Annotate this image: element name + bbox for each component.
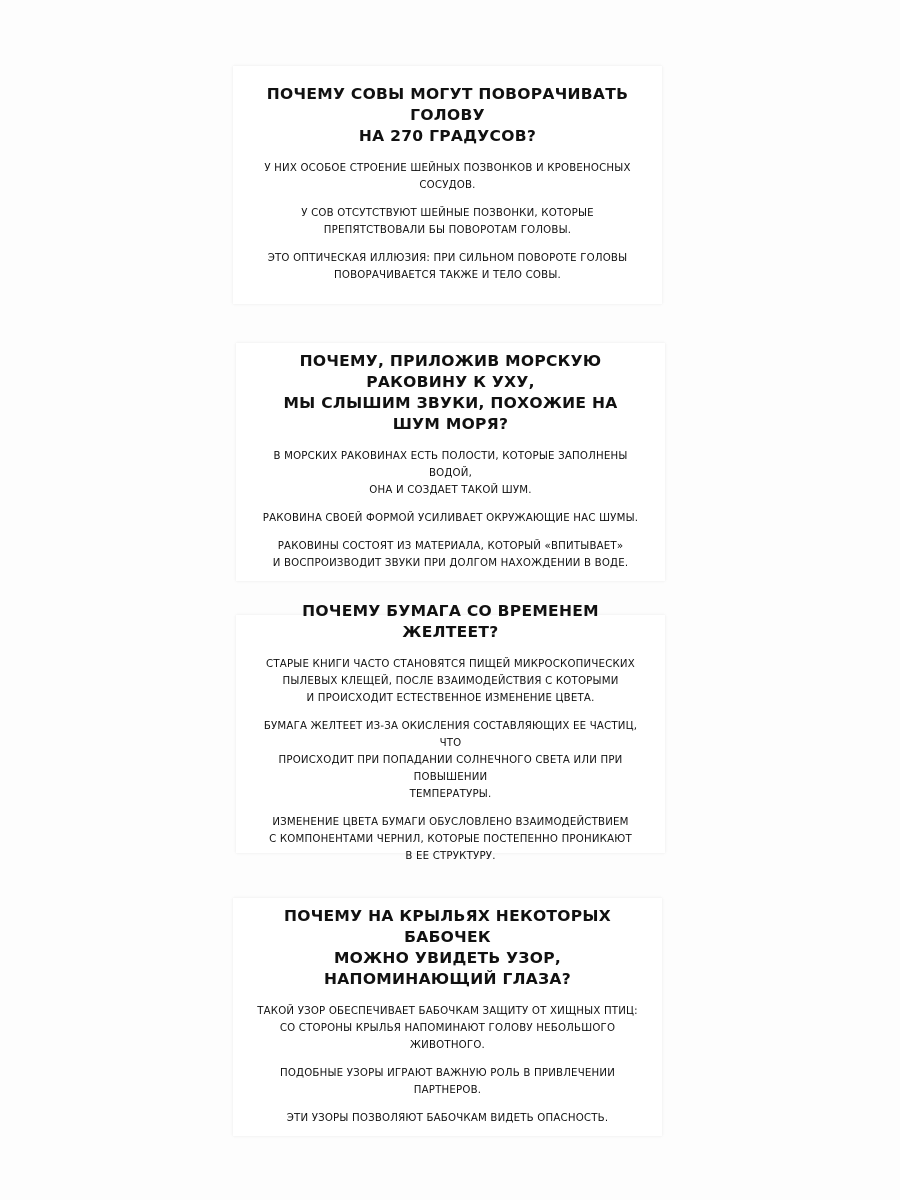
card-answer: ЭТО ОПТИЧЕСКАЯ ИЛЛЮЗИЯ: ПРИ СИЛЬНОМ ПОВОРОТЕ ГОЛОВЫ ПОВОРАЧИВАЕТСЯ ТАКЖЕ И ТЕЛО СОВЫ. xyxy=(267,253,628,281)
card-answer: ПОДОБНЫЕ УЗОРЫ ИГРАЮТ ВАЖНУЮ РОЛЬ В ПРИВЛЕЧЕНИИ ПАРТНЕРОВ. xyxy=(279,1067,616,1096)
card-question: ПОЧЕМУ СОВЫ МОГУТ ПОВОРАЧИВАТЬ ГОЛОВУ НА 270 ГРАДУСОВ? xyxy=(266,85,629,145)
card-answer: БУМАГА ЖЕЛТЕЕТ ИЗ-ЗА ОКИСЛЕНИЯ СОСТАВЛЯЮЩИХ ЕЕ ЧАСТИЦ, ЧТО ПРОИСХОДИТ ПРИ ПОПАДАНИИ СОЛНЕЧНОГО СВЕТА ИЛИ ПРИ ПОВЫШЕНИИ ТЕМПЕРАТУРЫ. xyxy=(263,721,638,800)
card-question: ПОЧЕМУ, ПРИЛОЖИВ МОРСКУЮ РАКОВИНУ К УХУ, МЫ СЛЫШИМ ЗВУКИ, ПОХОЖИЕ НА ШУМ МОРЯ? xyxy=(283,351,618,433)
card-answer: РАКОВИНА СВОЕЙ ФОРМОЙ УСИЛИВАЕТ ОКРУЖАЮЩИЕ НАС ШУМЫ. xyxy=(262,512,639,524)
card-question: ПОЧЕМУ НА КРЫЛЬЯХ НЕКОТОРЫХ БАБОЧЕК МОЖНО УВИДЕТЬ УЗОР, НАПОМИНАЮЩИЙ ГЛАЗА? xyxy=(283,906,612,988)
quiz-card-paper xyxy=(236,602,665,862)
card-answer: РАКОВИНЫ СОСТОЯТ ИЗ МАТЕРИАЛА, КОТОРЫЙ «ВПИТЫВАЕТ» И ВОСПРОИЗВОДИТ ЗВУКИ ПРИ ДОЛГОМ НАХОЖДЕНИИ В ВОДЕ. xyxy=(272,540,629,569)
quiz-card-seashell xyxy=(236,343,665,581)
card-answer: ЭТИ УЗОРЫ ПОЗВОЛЯЮТ БАБОЧКАМ ВИДЕТЬ ОПАСНОСТЬ. xyxy=(286,1112,609,1124)
card-answer: У НИХ ОСОБОЕ СТРОЕНИЕ ШЕЙНЫХ ПОЗВОНКОВ И КРОВЕНОСНЫХ СОСУДОВ. xyxy=(264,163,631,191)
card-answer: СТАРЫЕ КНИГИ ЧАСТО СТАНОВЯТСЯ ПИЩЕЙ МИКРОСКОПИЧЕСКИХ ПЫЛЕВЫХ КЛЕЩЕЙ, ПОСЛЕ ВЗАИМОДЕЙСТВИЯ С КОТОРЫМИ И ПРОИСХОДИТ ЕСТЕСТВЕННОЕ ИЗМЕНЕНИЕ ЦВЕТА. xyxy=(266,659,635,704)
card-answer: В МОРСКИХ РАКОВИНАХ ЕСТЬ ПОЛОСТИ, КОТОРЫЕ ЗАПОЛНЕНЫ ВОДОЙ, ОНА И СОЗДАЕТ ТАКОЙ ШУМ. xyxy=(273,450,628,496)
card-question: ПОЧЕМУ БУМАГА СО ВРЕМЕНЕМ ЖЕЛТЕЕТ? xyxy=(302,602,599,641)
quiz-card-butterflies xyxy=(233,898,662,1136)
card-answer: ИЗМЕНЕНИЕ ЦВЕТА БУМАГИ ОБУСЛОВЛЕНО ВЗАИМОДЕЙСТВИЕМ С КОМПОНЕНТАМИ ЧЕРНИЛ, КОТОРЫЕ ПОСТЕПЕННО ПРОНИКАЮТ В ЕЕ СТРУКТУРУ. xyxy=(269,817,632,862)
card-answer: ТАКОЙ УЗОР ОБЕСПЕЧИВАЕТ БАБОЧКАМ ЗАЩИТУ ОТ ХИЩНЫХ ПТИЦ: СО СТОРОНЫ КРЫЛЬЯ НАПОМИНАЮТ ГОЛОВУ НЕБОЛЬШОГО ЖИВОТНОГО. xyxy=(257,1005,638,1051)
quiz-card-owls xyxy=(233,66,662,304)
card-answer: У СОВ ОТСУТСТВУЮТ ШЕЙНЫЕ ПОЗВОНКИ, КОТОРЫЕ ПРЕПЯТСТВОВАЛИ БЫ ПОВОРОТАМ ГОЛОВЫ. xyxy=(301,208,594,236)
